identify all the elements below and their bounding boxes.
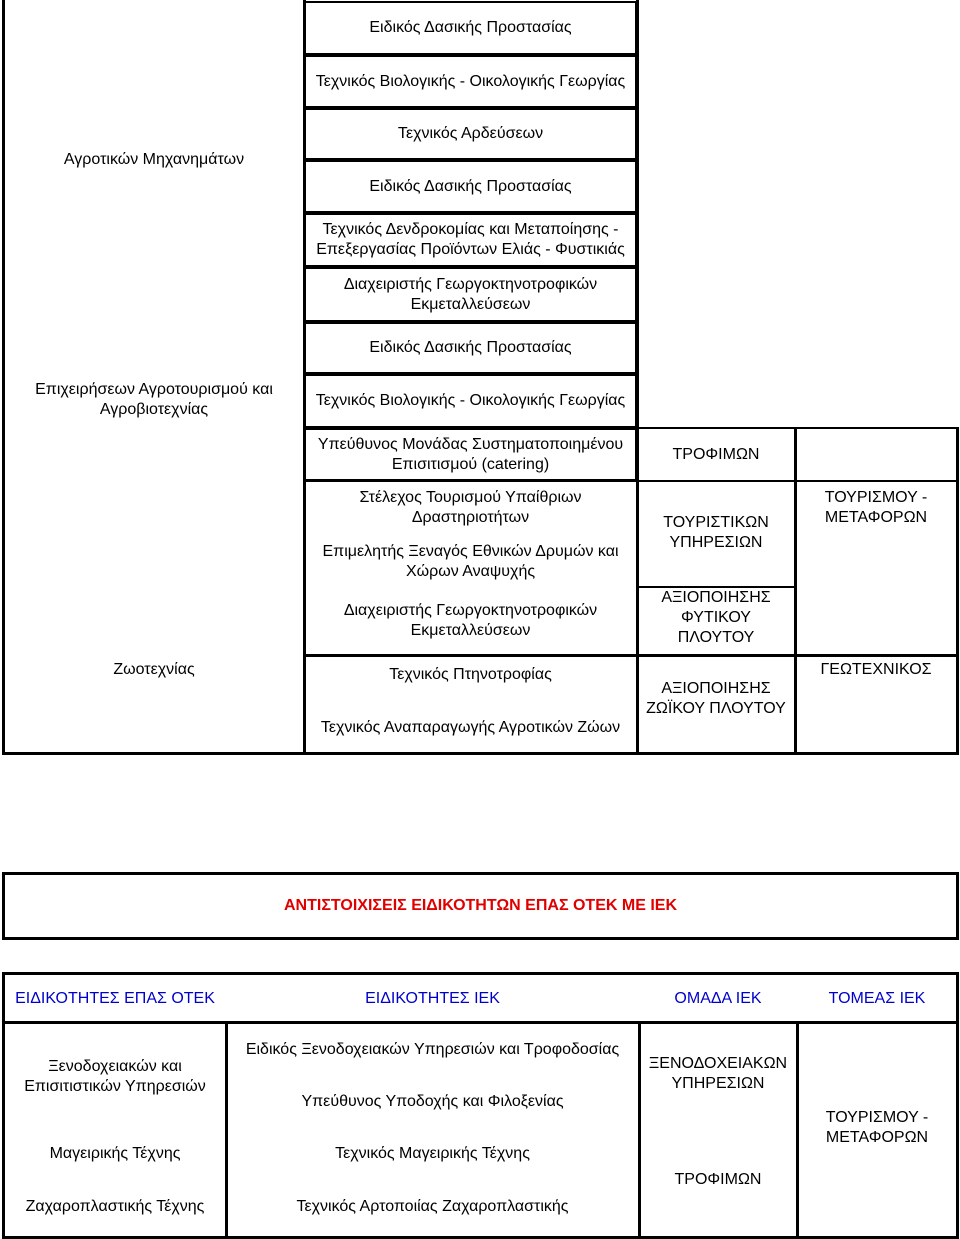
table-border (2, 1021, 959, 1024)
table-border (2, 752, 959, 755)
table1-cell-text: ΑΞΙΟΠΟΙΗΣΗΣ ΖΩΪΚΟΥ ΠΛΟΥΤΟΥ (646, 680, 786, 717)
table1-cell-text: Τεχνικός Δενδροκομίας και Μεταποίησης - Επεξεργασίας Προϊόντων Ελιάς - Φυστικιάς (316, 221, 625, 258)
table1-cell (637, 508, 795, 558)
table1-cell (637, 586, 795, 650)
table1-cell (304, 322, 637, 374)
table1-cell-text: ΤΡΟΦΙΜΩΝ (672, 446, 760, 463)
header-text: ΟΜΑΔΑ ΙΕΚ (674, 990, 762, 1007)
table1-cell (304, 655, 637, 695)
table1-cell (4, 655, 304, 685)
table1-cell-text: Ειδικός Δασικής Προστασίας (369, 339, 572, 356)
table1-cell-text: ΓΕΩΤΕΧΝΙΚΟΣ (820, 661, 932, 678)
table-border (636, 0, 639, 755)
table-border (637, 586, 797, 588)
table2-cell-text: Τεχνικός Μαγειρικής Τέχνης (335, 1145, 530, 1162)
table2-cell-text: ΤΟΥΡΙΣΜΟΥ - ΜΕΤΑΦΟΡΩΝ (825, 1109, 929, 1146)
table1-cell (304, 588, 637, 654)
table1-cell (304, 705, 637, 750)
table1-cell-text: Τεχνικός Βιολογικής - Οικολογικής Γεωργίας (315, 72, 626, 90)
table1-cell (4, 320, 304, 480)
table2-cell (226, 1140, 639, 1168)
table1-cell (637, 676, 795, 722)
table2-cell (226, 1088, 639, 1116)
table1-cell-text: Τεχνικός Πτηνοτροφίας (389, 666, 552, 683)
table2-cell-text: Υπεύθυνος Υποδοχής και Φιλοξενίας (301, 1093, 564, 1110)
table1-cell-text: Αγροτικών Μηχανημάτων (63, 151, 245, 168)
table-border (794, 428, 797, 755)
table-border (303, 0, 306, 755)
table-border (638, 1021, 641, 1239)
table2-cell (226, 1036, 639, 1064)
header-cell-iek-sector (797, 976, 957, 1022)
header-text: ΤΟΜΕΑΣ ΙΕΚ (828, 990, 926, 1007)
table-title (2, 872, 959, 940)
table1-cell (304, 374, 637, 428)
table2-cell-text: ΞΕΝΟΔΟΧΕΙΑΚΩΝ ΥΠΗΡΕΣΙΩΝ (648, 1055, 788, 1092)
table1-cell-text: Υπεύθυνος Μονάδας Συστηματοποιημένου Επισιτισμού (catering) (317, 435, 624, 473)
table1-cell (304, 481, 637, 535)
table1-cell-text: ΑΞΙΟΠΟΙΗΣΗΣ ΦΥΤΙΚΟΥ ΠΛΟΥΤΟΥ (661, 589, 771, 646)
table1-cell (304, 108, 637, 160)
table-border (636, 427, 959, 429)
table1-cell-text: Ζωοτεχνίας (113, 661, 195, 678)
table-border (304, 480, 959, 482)
header-cell-epas (4, 976, 226, 1022)
table-border (304, 654, 959, 657)
table1-cell-text: ΤΟΥΡΙΣΜΟΥ - ΜΕΤΑΦΟΡΩΝ (824, 489, 928, 526)
table-border (956, 428, 959, 755)
table1-cell (4, 0, 304, 320)
table1-cell (304, 160, 637, 213)
table1-cell-text: Διαχειριστής Γεωργοκτηνοτροφικών Εκμεταλλεύσεων (343, 602, 598, 639)
table1-cell-text: ΤΟΥΡΙΣΤΙΚΩΝ ΥΠΗΡΕΣΙΩΝ (663, 514, 769, 551)
table1-cell (304, 55, 637, 108)
table2-cell (226, 1193, 639, 1221)
table2-cell-text: Ζαχαροπλαστικής Τέχνης (25, 1198, 205, 1215)
table1-cell-text: Στέλεχος Τουρισμού Υπαίθριων Δραστηριοτήτων (359, 489, 582, 526)
table-border (2, 0, 5, 755)
header-cell-iek-group (639, 976, 797, 1022)
table1-cell (304, 428, 637, 481)
table2-cell-text: ΤΡΟΦΙΜΩΝ (674, 1171, 762, 1188)
table1-cell-text: Ειδικός Δασικής Προστασίας (369, 19, 572, 36)
table2-cell (4, 1050, 226, 1104)
table1-cell (304, 267, 637, 322)
table2-cell-text: Τεχνικός Αρτοποιίας Ζαχαροπλαστικής (296, 1198, 569, 1215)
table-border (225, 1021, 228, 1239)
table-border (2, 972, 959, 975)
table1-cell-text: Επιμελητής Ξεναγός Εθνικών Δρυμών και Χώρων Αναψυχής (322, 542, 619, 580)
table2-cell (797, 1104, 957, 1152)
table-border (2, 972, 5, 1239)
table1-cell (795, 485, 957, 531)
table2-cell (4, 1140, 226, 1168)
table2-cell-text: Μαγειρικής Τέχνης (49, 1145, 181, 1162)
table1-cell-text: Ειδικός Δασικής Προστασίας (369, 177, 572, 195)
header-text: ΕΙΔΙΚΟΤΗΤΕΣ ΙΕΚ (365, 990, 500, 1007)
table1-cell (304, 213, 637, 267)
header-cell-iek-specialties (226, 976, 639, 1022)
table2-cell (639, 1166, 797, 1194)
table1-cell (304, 1, 637, 55)
table1-cell (637, 440, 795, 470)
table1-cell-text: Διαχειριστής Γεωργοκτηνοτροφικών Εκμεταλλεύσεων (343, 275, 598, 313)
table1-cell-text: Τεχνικός Αναπαραγωγής Αγροτικών Ζώων (320, 718, 621, 736)
table2-cell (4, 1193, 226, 1221)
table1-cell-text: Επιχειρήσεων Αγροτουρισμού και Αγροβιοτεχνίας (35, 381, 273, 418)
table2-cell-text: Ξενοδοχειακών και Επισιτιστικών Υπηρεσιών (24, 1058, 206, 1095)
table1-cell (304, 535, 637, 588)
header-text: ΕΙΔΙΚΟΤΗΤΕΣ ΕΠΑΣ ΟΤΕΚ (15, 990, 215, 1007)
table1-cell-text: Τεχνικός Βιολογικής - Οικολογικής Γεωργίας (315, 392, 626, 409)
table-title-text: ΑΝΤΙΣΤΟΙΧΙΣΕΙΣ ΕΙΔΙΚΟΤΗΤΩΝ ΕΠΑΣ ΟΤΕΚ ΜΕ ΙΕΚ (284, 897, 677, 914)
table-border (796, 1021, 799, 1239)
table2-cell-text: Ειδικός Ξενοδοχειακών Υπηρεσιών και Τροφοδοσίας (245, 1041, 620, 1058)
table-border (956, 972, 959, 1239)
table2-cell (639, 1050, 797, 1098)
table1-cell-text: Τεχνικός Αρδεύσεων (397, 125, 544, 142)
table1-cell (795, 656, 957, 684)
